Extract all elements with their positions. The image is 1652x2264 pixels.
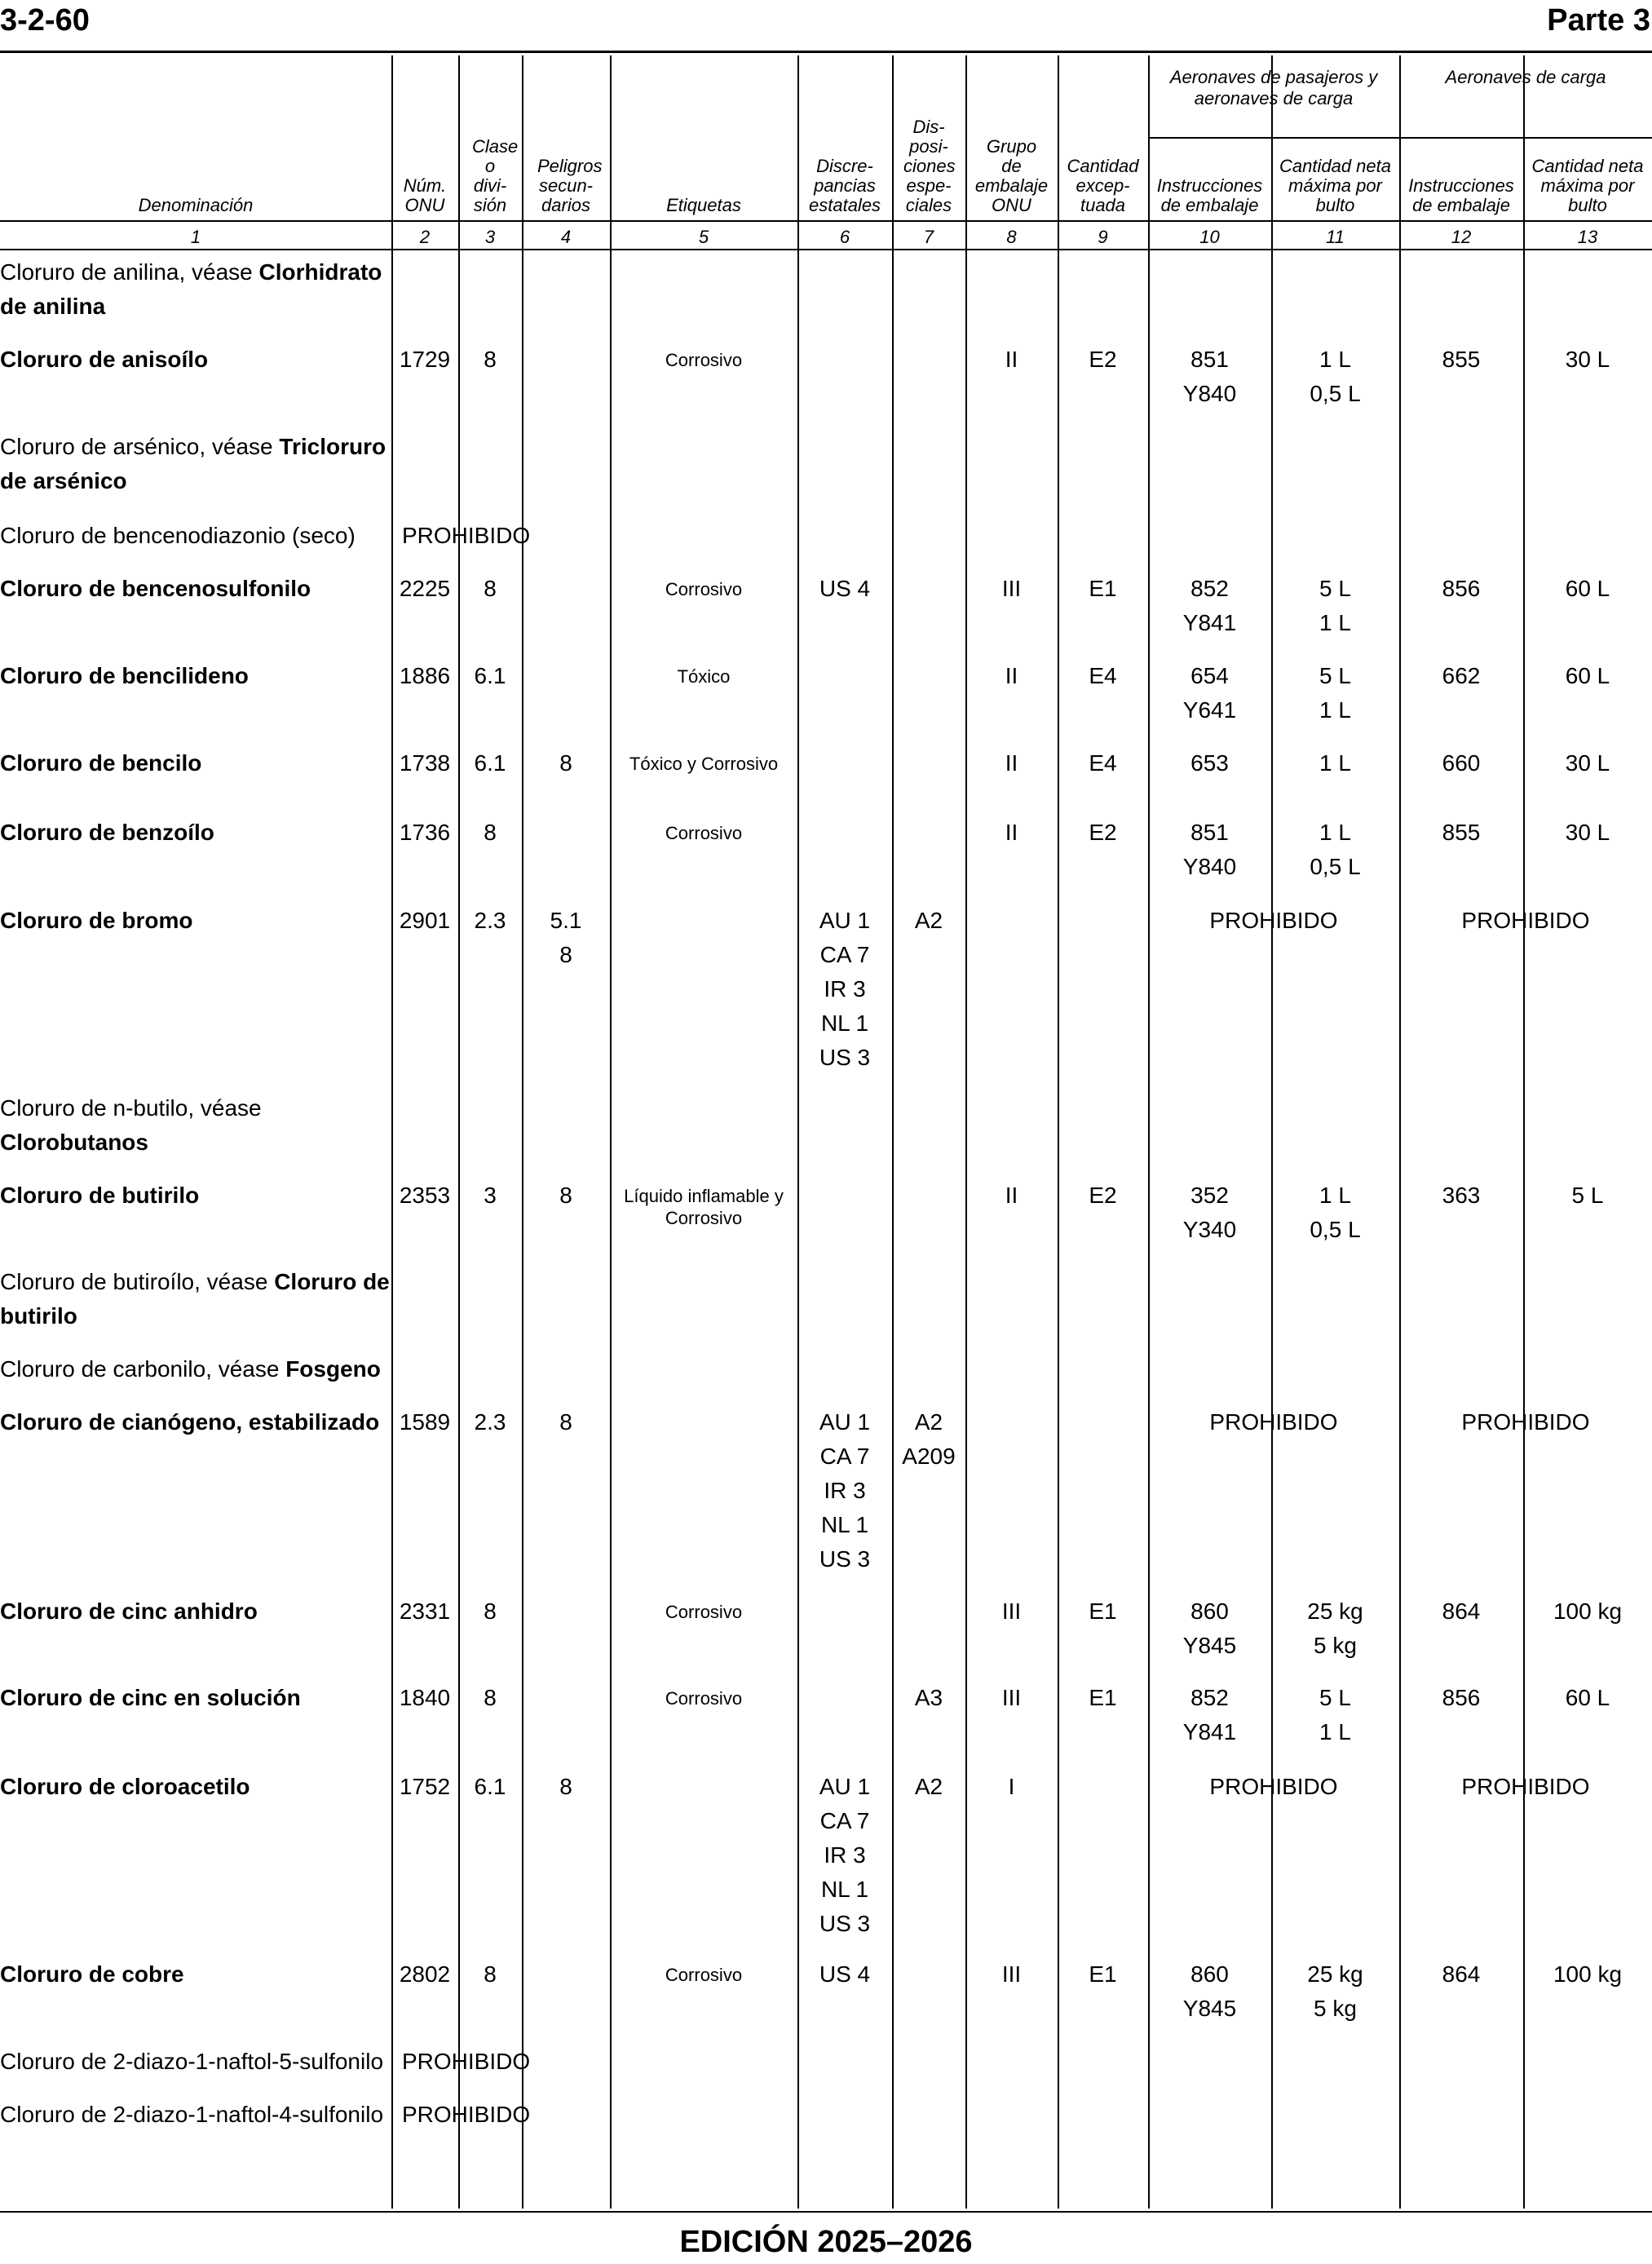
un-number: 1589	[399, 1409, 451, 1435]
max-quantity-passenger: 5 L	[1319, 1685, 1351, 1710]
header-num-onu: Núm. ONU	[403, 175, 447, 215]
packing-instruction-passenger: 654	[1190, 663, 1229, 688]
state-variation: NL 1	[820, 1010, 869, 1036]
row-name	[0, 2098, 390, 2132]
excepted-quantity: E2	[1089, 1183, 1117, 1208]
packing-instruction-passenger: 852	[1190, 1685, 1229, 1710]
special-provision: A2	[914, 908, 943, 933]
max-quantity-passenger: 1 L	[1319, 1719, 1351, 1744]
hazard-label: Tóxico y Corrosivo	[629, 754, 779, 774]
subsidiary-hazard: 8	[559, 1183, 572, 1208]
max-quantity-passenger: 1 L	[1319, 820, 1351, 845]
forbidden-label: PROHIBIDO	[402, 2049, 531, 2074]
class-division: 2.3	[474, 1409, 506, 1435]
packing-instruction-cargo: 660	[1442, 750, 1481, 776]
max-quantity-passenger: 1 L	[1319, 750, 1351, 776]
forbidden-passenger: PROHIBIDO	[1209, 1409, 1338, 1435]
max-quantity-cargo: 60 L	[1565, 663, 1610, 688]
packing-instruction-passenger: Y841	[1182, 1719, 1237, 1744]
row-name	[0, 430, 390, 498]
packing-instruction-passenger: 852	[1190, 576, 1229, 601]
excepted-quantity: E1	[1089, 1685, 1117, 1710]
header-disposiciones: Dis- posi- ciones espe- ciales	[903, 117, 956, 215]
forbidden-cargo: PROHIBIDO	[1461, 1774, 1590, 1799]
packing-instruction-passenger: Y840	[1182, 381, 1237, 406]
name-bold-text: Cloruro de bencilideno	[0, 663, 249, 688]
class-division: 6.1	[474, 750, 506, 776]
state-variation: AU 1	[819, 1409, 871, 1435]
subsidiary-hazard: 8	[559, 942, 572, 967]
max-quantity-cargo: 30 L	[1565, 820, 1610, 845]
un-number: 1752	[399, 1774, 451, 1799]
row-name	[0, 1265, 390, 1333]
packing-group: I	[1008, 1774, 1015, 1799]
class-division: 8	[484, 1961, 497, 1987]
header-rule	[0, 249, 1652, 250]
name-bold-text: Clorobutanos	[0, 1130, 148, 1155]
packing-instruction-passenger: Y845	[1182, 1996, 1237, 2021]
state-variation: IR 3	[824, 976, 866, 1002]
name-bold-text: Cloruro de cloroacetilo	[0, 1774, 250, 1799]
packing-instruction-passenger: 851	[1190, 820, 1229, 845]
name-bold-text: Cloruro de bencenosulfonilo	[0, 576, 311, 601]
packing-group: II	[1005, 820, 1018, 845]
group-passenger-aircraft: Aeronaves de pasajeros y aeronaves de carga	[1169, 67, 1378, 108]
column-number: 9	[1098, 227, 1108, 247]
state-variation: IR 3	[824, 1478, 866, 1503]
packing-instruction-passenger: 352	[1190, 1183, 1229, 1208]
name-bold-text: Cloruro de benzoílo	[0, 820, 214, 845]
un-number: 1738	[399, 750, 451, 776]
max-quantity-passenger: 0,5 L	[1310, 381, 1361, 406]
un-number: 2331	[399, 1599, 451, 1624]
header-discrepancias: Discre- pancias estatales	[809, 156, 881, 215]
row-name	[0, 659, 390, 693]
packing-instruction-cargo: 856	[1442, 576, 1481, 601]
state-variation: US 3	[819, 1546, 871, 1572]
row-name	[0, 572, 390, 606]
packing-group: III	[1001, 1685, 1022, 1710]
max-quantity-passenger: 5 L	[1319, 663, 1351, 688]
class-division: 8	[484, 576, 497, 601]
column-divider	[1399, 55, 1401, 2209]
state-variation: US 3	[819, 1045, 871, 1070]
header-rule	[0, 220, 1652, 222]
state-variation: US 4	[819, 1961, 871, 1987]
max-quantity-passenger: 25 kg	[1307, 1599, 1363, 1624]
hazard-label: Corrosivo	[665, 1965, 743, 1985]
column-number: 3	[484, 227, 496, 247]
state-variation: AU 1	[819, 908, 871, 933]
packing-instruction-cargo: 662	[1442, 663, 1481, 688]
max-quantity-passenger: 1 L	[1319, 697, 1351, 723]
header-cantidad-exceptuada: Cantidad excep- tuada	[1067, 156, 1139, 215]
max-quantity-passenger: 0,5 L	[1310, 854, 1361, 879]
column-divider	[1523, 55, 1525, 2209]
column-number: 5	[698, 227, 709, 247]
forbidden-label: PROHIBIDO	[402, 2102, 531, 2127]
packing-group: II	[1005, 663, 1018, 688]
name-bold-text: Tricloruro de arsénico	[0, 434, 386, 493]
column-number: 8	[1006, 227, 1017, 247]
row-name	[0, 1405, 390, 1439]
class-division: 8	[484, 820, 497, 845]
max-quantity-cargo: 100 kg	[1553, 1599, 1623, 1624]
header-cantidad-cao: Cantidad neta máxima por bulto	[1531, 156, 1644, 215]
name-text: Cloruro de 2-diazo-1-naftol-5-sulfonilo	[0, 2049, 384, 2074]
header-instrucciones-pax: Instrucciones de embalaje	[1156, 175, 1263, 215]
subsidiary-hazard: 5.1	[550, 908, 582, 933]
state-variation: IR 3	[824, 1842, 866, 1868]
max-quantity-passenger: 5 kg	[1314, 1633, 1357, 1658]
header-peligros: Peligros secun- darios	[537, 156, 603, 215]
header-grupo-embalaje: Grupo de embalaje ONU	[974, 136, 1049, 215]
max-quantity-cargo: 30 L	[1565, 750, 1610, 776]
special-provision: A3	[914, 1685, 943, 1710]
name-bold-text: Cloruro de butirilo	[0, 1269, 390, 1329]
packing-instruction-passenger: Y841	[1182, 610, 1237, 635]
max-quantity-cargo: 60 L	[1565, 576, 1610, 601]
column-number: 12	[1451, 227, 1472, 247]
bottom-rule	[0, 2211, 1652, 2213]
column-number: 13	[1577, 227, 1598, 247]
header-cantidad-pax: Cantidad neta máxima por bulto	[1279, 156, 1391, 215]
name-text: Cloruro de arsénico, véase	[0, 434, 280, 459]
max-quantity-passenger: 5 L	[1319, 576, 1351, 601]
class-division: 3	[484, 1183, 497, 1208]
excepted-quantity: E4	[1089, 750, 1117, 776]
packing-instruction-cargo: 855	[1442, 347, 1481, 372]
header-etiquetas: Etiquetas	[666, 195, 741, 215]
class-division: 6.1	[474, 663, 506, 688]
row-name	[0, 2045, 390, 2079]
column-number: 6	[839, 227, 850, 247]
name-bold-text: Cloruro de cinc en solución	[0, 1685, 301, 1710]
un-number: 1886	[399, 663, 451, 688]
hazard-label: Corrosivo	[665, 1602, 743, 1622]
column-divider	[1058, 55, 1059, 2209]
packing-group: III	[1001, 576, 1022, 601]
row-name	[0, 1178, 390, 1213]
state-variation: AU 1	[819, 1774, 871, 1799]
packing-instruction-passenger: 851	[1190, 347, 1229, 372]
max-quantity-passenger: 5 kg	[1314, 1996, 1357, 2021]
group-cargo-aircraft: Aeronaves de carga	[1445, 67, 1606, 87]
column-divider	[892, 55, 894, 2209]
row-name	[0, 746, 390, 780]
packing-group: II	[1005, 1183, 1018, 1208]
row-name	[0, 255, 390, 324]
packing-instruction-cargo: 864	[1442, 1961, 1481, 1987]
column-number: 7	[923, 227, 934, 247]
max-quantity-passenger: 1 L	[1319, 610, 1351, 635]
un-number: 2901	[399, 908, 451, 933]
hazard-label: Corrosivo	[665, 579, 743, 599]
name-bold-text: Cloruro de cobre	[0, 1961, 184, 1987]
special-provision: A2	[914, 1409, 943, 1435]
un-number: 2353	[399, 1183, 451, 1208]
row-name	[0, 1594, 390, 1629]
state-variation: NL 1	[820, 1512, 869, 1537]
excepted-quantity: E2	[1089, 347, 1117, 372]
max-quantity-cargo: 60 L	[1565, 1685, 1610, 1710]
class-division: 6.1	[474, 1774, 506, 1799]
name-bold-text: Cloruro de cinc anhidro	[0, 1599, 258, 1624]
row-name	[0, 519, 390, 553]
column-divider	[391, 55, 393, 2209]
max-quantity-passenger: 1 L	[1319, 1183, 1351, 1208]
max-quantity-passenger: 1 L	[1319, 347, 1351, 372]
column-number: 10	[1199, 227, 1220, 247]
packing-instruction-passenger: 860	[1190, 1961, 1229, 1987]
subsidiary-hazard: 8	[559, 1409, 572, 1435]
name-text: Cloruro de carbonilo, véase	[0, 1356, 286, 1382]
column-number: 4	[560, 227, 572, 247]
packing-instruction-cargo: 864	[1442, 1599, 1481, 1624]
edition-footer: EDICIÓN 2025–2026	[679, 2225, 973, 2259]
max-quantity-cargo: 5 L	[1571, 1183, 1604, 1208]
row-name	[0, 904, 390, 938]
packing-instruction-passenger: 860	[1190, 1599, 1229, 1624]
name-bold-text: Cloruro de bencilo	[0, 750, 202, 776]
header-rule	[1148, 137, 1652, 139]
name-bold-text: Cloruro de butirilo	[0, 1183, 200, 1208]
name-text: Cloruro de 2-diazo-1-naftol-4-sulfonilo	[0, 2102, 384, 2127]
name-text: Cloruro de bencenodiazonio (seco)	[0, 523, 356, 548]
state-variation: CA 7	[819, 1808, 870, 1833]
packing-group: III	[1001, 1599, 1022, 1624]
name-bold-text: Cloruro de bromo	[0, 908, 193, 933]
packing-instruction-passenger: Y641	[1182, 697, 1237, 723]
header-instrucciones-cao: Instrucciones de embalaje	[1408, 175, 1514, 215]
name-text: Cloruro de anilina, véase	[0, 259, 259, 285]
packing-group: III	[1001, 1961, 1022, 1987]
row-name	[0, 816, 390, 850]
name-bold-text: Cloruro de cianógeno, estabilizado	[0, 1409, 380, 1435]
row-name	[0, 1770, 390, 1804]
state-variation: US 4	[819, 576, 871, 601]
hazard-label: Corrosivo	[665, 823, 743, 843]
special-provision: A209	[902, 1444, 956, 1469]
row-name	[0, 1352, 390, 1386]
forbidden-cargo: PROHIBIDO	[1461, 1409, 1590, 1435]
packing-instruction-cargo: 363	[1442, 1183, 1481, 1208]
packing-group: II	[1005, 750, 1018, 776]
name-bold-text: Fosgeno	[285, 1356, 381, 1382]
packing-group: II	[1005, 347, 1018, 372]
special-provision: A2	[914, 1774, 943, 1799]
column-number: 11	[1326, 227, 1345, 247]
page-id: 3-2-60	[0, 3, 90, 38]
un-number: 2225	[399, 576, 451, 601]
name-bold-text: Cloruro de anisoílo	[0, 347, 209, 372]
packing-instruction-cargo: 856	[1442, 1685, 1481, 1710]
hazard-label: Tóxico	[677, 666, 731, 687]
column-divider	[610, 55, 612, 2209]
forbidden-cargo: PROHIBIDO	[1461, 908, 1590, 933]
header-clase: Clase o divi- sión	[472, 136, 519, 215]
forbidden-passenger: PROHIBIDO	[1209, 908, 1338, 933]
state-variation: CA 7	[819, 942, 870, 967]
row-name	[0, 1681, 390, 1715]
un-number: 1729	[399, 347, 451, 372]
part-label: Parte 3	[1547, 3, 1650, 38]
excepted-quantity: E1	[1089, 1961, 1117, 1987]
packing-instruction-passenger: Y845	[1182, 1633, 1237, 1658]
un-number: 1736	[399, 820, 451, 845]
hazard-label: Corrosivo	[665, 350, 743, 370]
column-number: 2	[419, 227, 431, 247]
subsidiary-hazard: 8	[559, 750, 572, 776]
max-quantity-cargo: 30 L	[1565, 347, 1610, 372]
class-division: 8	[484, 347, 497, 372]
state-variation: NL 1	[820, 1877, 869, 1902]
hazard-label: Líquido inflamable y Corrosivo	[624, 1186, 784, 1228]
excepted-quantity: E2	[1089, 820, 1117, 845]
state-variation: CA 7	[819, 1444, 870, 1469]
top-rule	[0, 51, 1652, 53]
un-number: 2802	[399, 1961, 451, 1987]
packing-instruction-passenger: Y840	[1182, 854, 1237, 879]
excepted-quantity: E1	[1089, 576, 1117, 601]
max-quantity-cargo: 100 kg	[1553, 1961, 1623, 1987]
excepted-quantity: E1	[1089, 1599, 1117, 1624]
row-name	[0, 1957, 390, 1992]
forbidden-label: PROHIBIDO	[402, 523, 531, 548]
packing-instruction-cargo: 855	[1442, 820, 1481, 845]
forbidden-passenger: PROHIBIDO	[1209, 1774, 1338, 1799]
hazard-label: Corrosivo	[665, 1688, 743, 1709]
column-divider	[458, 55, 460, 2209]
header-denominacion: Denominación	[138, 195, 254, 215]
name-text: Cloruro de butiroílo, véase	[0, 1269, 275, 1294]
packing-instruction-passenger: 653	[1190, 750, 1229, 776]
row-name	[0, 1091, 390, 1160]
name-text: Cloruro de n-butilo, véase	[0, 1095, 262, 1121]
row-name	[0, 343, 390, 377]
name-bold-text: Clorhidrato de anilina	[0, 259, 382, 319]
column-divider	[965, 55, 967, 2209]
packing-instruction-passenger: Y340	[1182, 1217, 1237, 1242]
excepted-quantity: E4	[1089, 663, 1117, 688]
state-variation: US 3	[819, 1911, 871, 1936]
column-divider	[522, 55, 523, 2209]
class-division: 2.3	[474, 908, 506, 933]
class-division: 8	[484, 1599, 497, 1624]
subsidiary-hazard: 8	[559, 1774, 572, 1799]
max-quantity-passenger: 0,5 L	[1310, 1217, 1361, 1242]
class-division: 8	[484, 1685, 497, 1710]
column-number: 1	[190, 227, 201, 247]
un-number: 1840	[399, 1685, 451, 1710]
max-quantity-passenger: 25 kg	[1307, 1961, 1363, 1987]
